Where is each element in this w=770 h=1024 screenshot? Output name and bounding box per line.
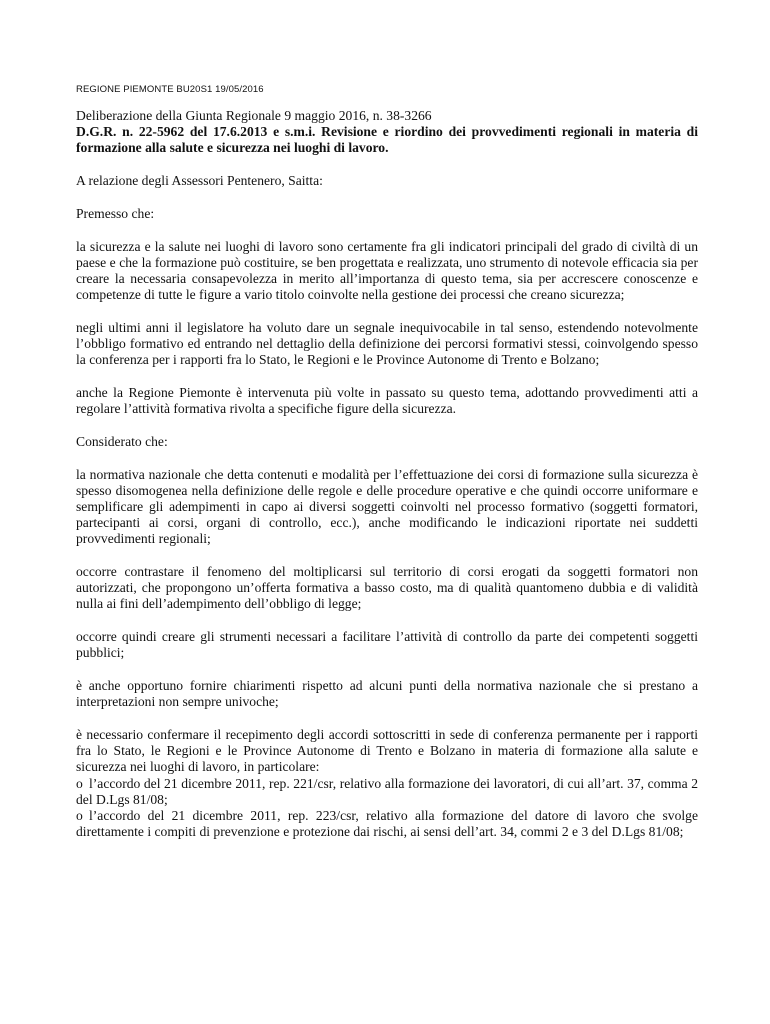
list-item-text: l’accordo del 21 dicembre 2011, rep. 223/csr, relativo alla formazione del datore di lavoro che svolge direttamente i compiti di prevenzione e protezione dai rischi, ai sensi dell’art. 34, commi 2 e 3 del D.Lgs 81/08; <box>76 808 698 840</box>
premesso-paragraph: anche la Regione Piemonte è intervenuta più volte in passato su questo tema, adottando provvedimenti atti a regolare l’attività formativa rivolta a specifiche figure della sicurezza. <box>76 384 698 417</box>
list-item <box>76 808 698 840</box>
list-item-text: l’accordo del 21 dicembre 2011, rep. 221/csr, relativo alla formazione dei lavoratori, di cui all’art. 37, comma 2 del D.Lgs 81/08; <box>76 775 698 807</box>
considerato-paragraph: occorre quindi creare gli strumenti necessari a facilitare l’attività di controllo da parte dei competenti soggetti pubblici; <box>76 629 698 661</box>
final-paragraph: è necessario confermare il recepimento degli accordi sottoscritti in sede di conferenza permanente per i rapporti fra lo Stato, le Regioni e le Province Autonome di Trento e Bolzano in materia di formazione alla salute e sicurezza nei luoghi di lavoro, in particolare: <box>76 726 698 775</box>
premesso-paragraph: la sicurezza e la salute nei luoghi di lavoro sono certamente fra gli indicatori principali del grado di civiltà di un paese e che la formazione può costituire, se ben progettata e realizzata, uno strumento di notevole efficacia sia per creare la necessaria consapevolezza in merito all’importanza di questo tema, sia per accrescere conoscenze e competenze di tutte le figure a vario titolo coinvolte nella gestione dei processi che creano sicurezza; <box>76 238 698 303</box>
premesso-paragraph: negli ultimi anni il legislatore ha voluto dare un segnale inequivocabile in tal senso, estendendo notevolmente l’obbligo formativo ed entrando nel dettaglio della definizione dei percorsi formativi stessi, coinvolgendo spesso la conferenza per i rapporti fra lo Stato, le Regioni e le Province Autonome di Trento e Bolzano; <box>76 319 698 368</box>
considerato-heading: Considerato che: <box>76 433 168 449</box>
deliberation-subject: D.G.R. n. 22-5962 del 17.6.2013 e s.m.i. Revisione e riordino dei provvedimenti regionali in materia di formazione alla salute e sicurezza nei luoghi di lavoro. <box>76 124 698 156</box>
considerato-paragraph: la normativa nazionale che detta contenuti e modalità per l’effettuazione dei corsi di formazione sulla sicurezza è spesso disomogenea nella definizione delle regole e delle procedure operative e che quindi occorre uniformare e semplificare gli adempimenti in capo ai diversi soggetti coinvolti nel processo formativo (soggetti formatori, partecipanti ai corsi, organi di controllo, ecc.), anche modificando le indicazioni riportate nei suddetti provvedimenti regionali; <box>76 466 698 547</box>
deliberation-title: Deliberazione della Giunta Regionale 9 maggio 2016, n. 38-3266 <box>76 108 432 123</box>
bullet-marker: o <box>76 808 83 823</box>
list-item <box>76 776 698 808</box>
considerato-paragraph: occorre contrastare il fenomeno del moltiplicarsi sul territorio di corsi erogati da soggetti formatori non autorizzati, che propongono un’offerta formativa a basso costo, ma di qualità quantomeno dubbia e di validità nulla ai fini dell’adempimento dell’obbligo di legge; <box>76 564 698 612</box>
considerato-paragraph: è anche opportuno fornire chiarimenti rispetto ad alcuni punti della normativa nazionale che si prestano a interpretazioni non sempre univoche; <box>76 678 698 710</box>
bulletin-reference: REGIONE PIEMONTE BU20S1 19/05/2016 <box>76 84 264 95</box>
intro-line: A relazione degli Assessori Pentenero, Saitta: <box>76 173 323 189</box>
premesso-heading: Premesso che: <box>76 205 155 221</box>
document-body <box>76 108 698 840</box>
bullet-marker: o <box>76 775 83 791</box>
